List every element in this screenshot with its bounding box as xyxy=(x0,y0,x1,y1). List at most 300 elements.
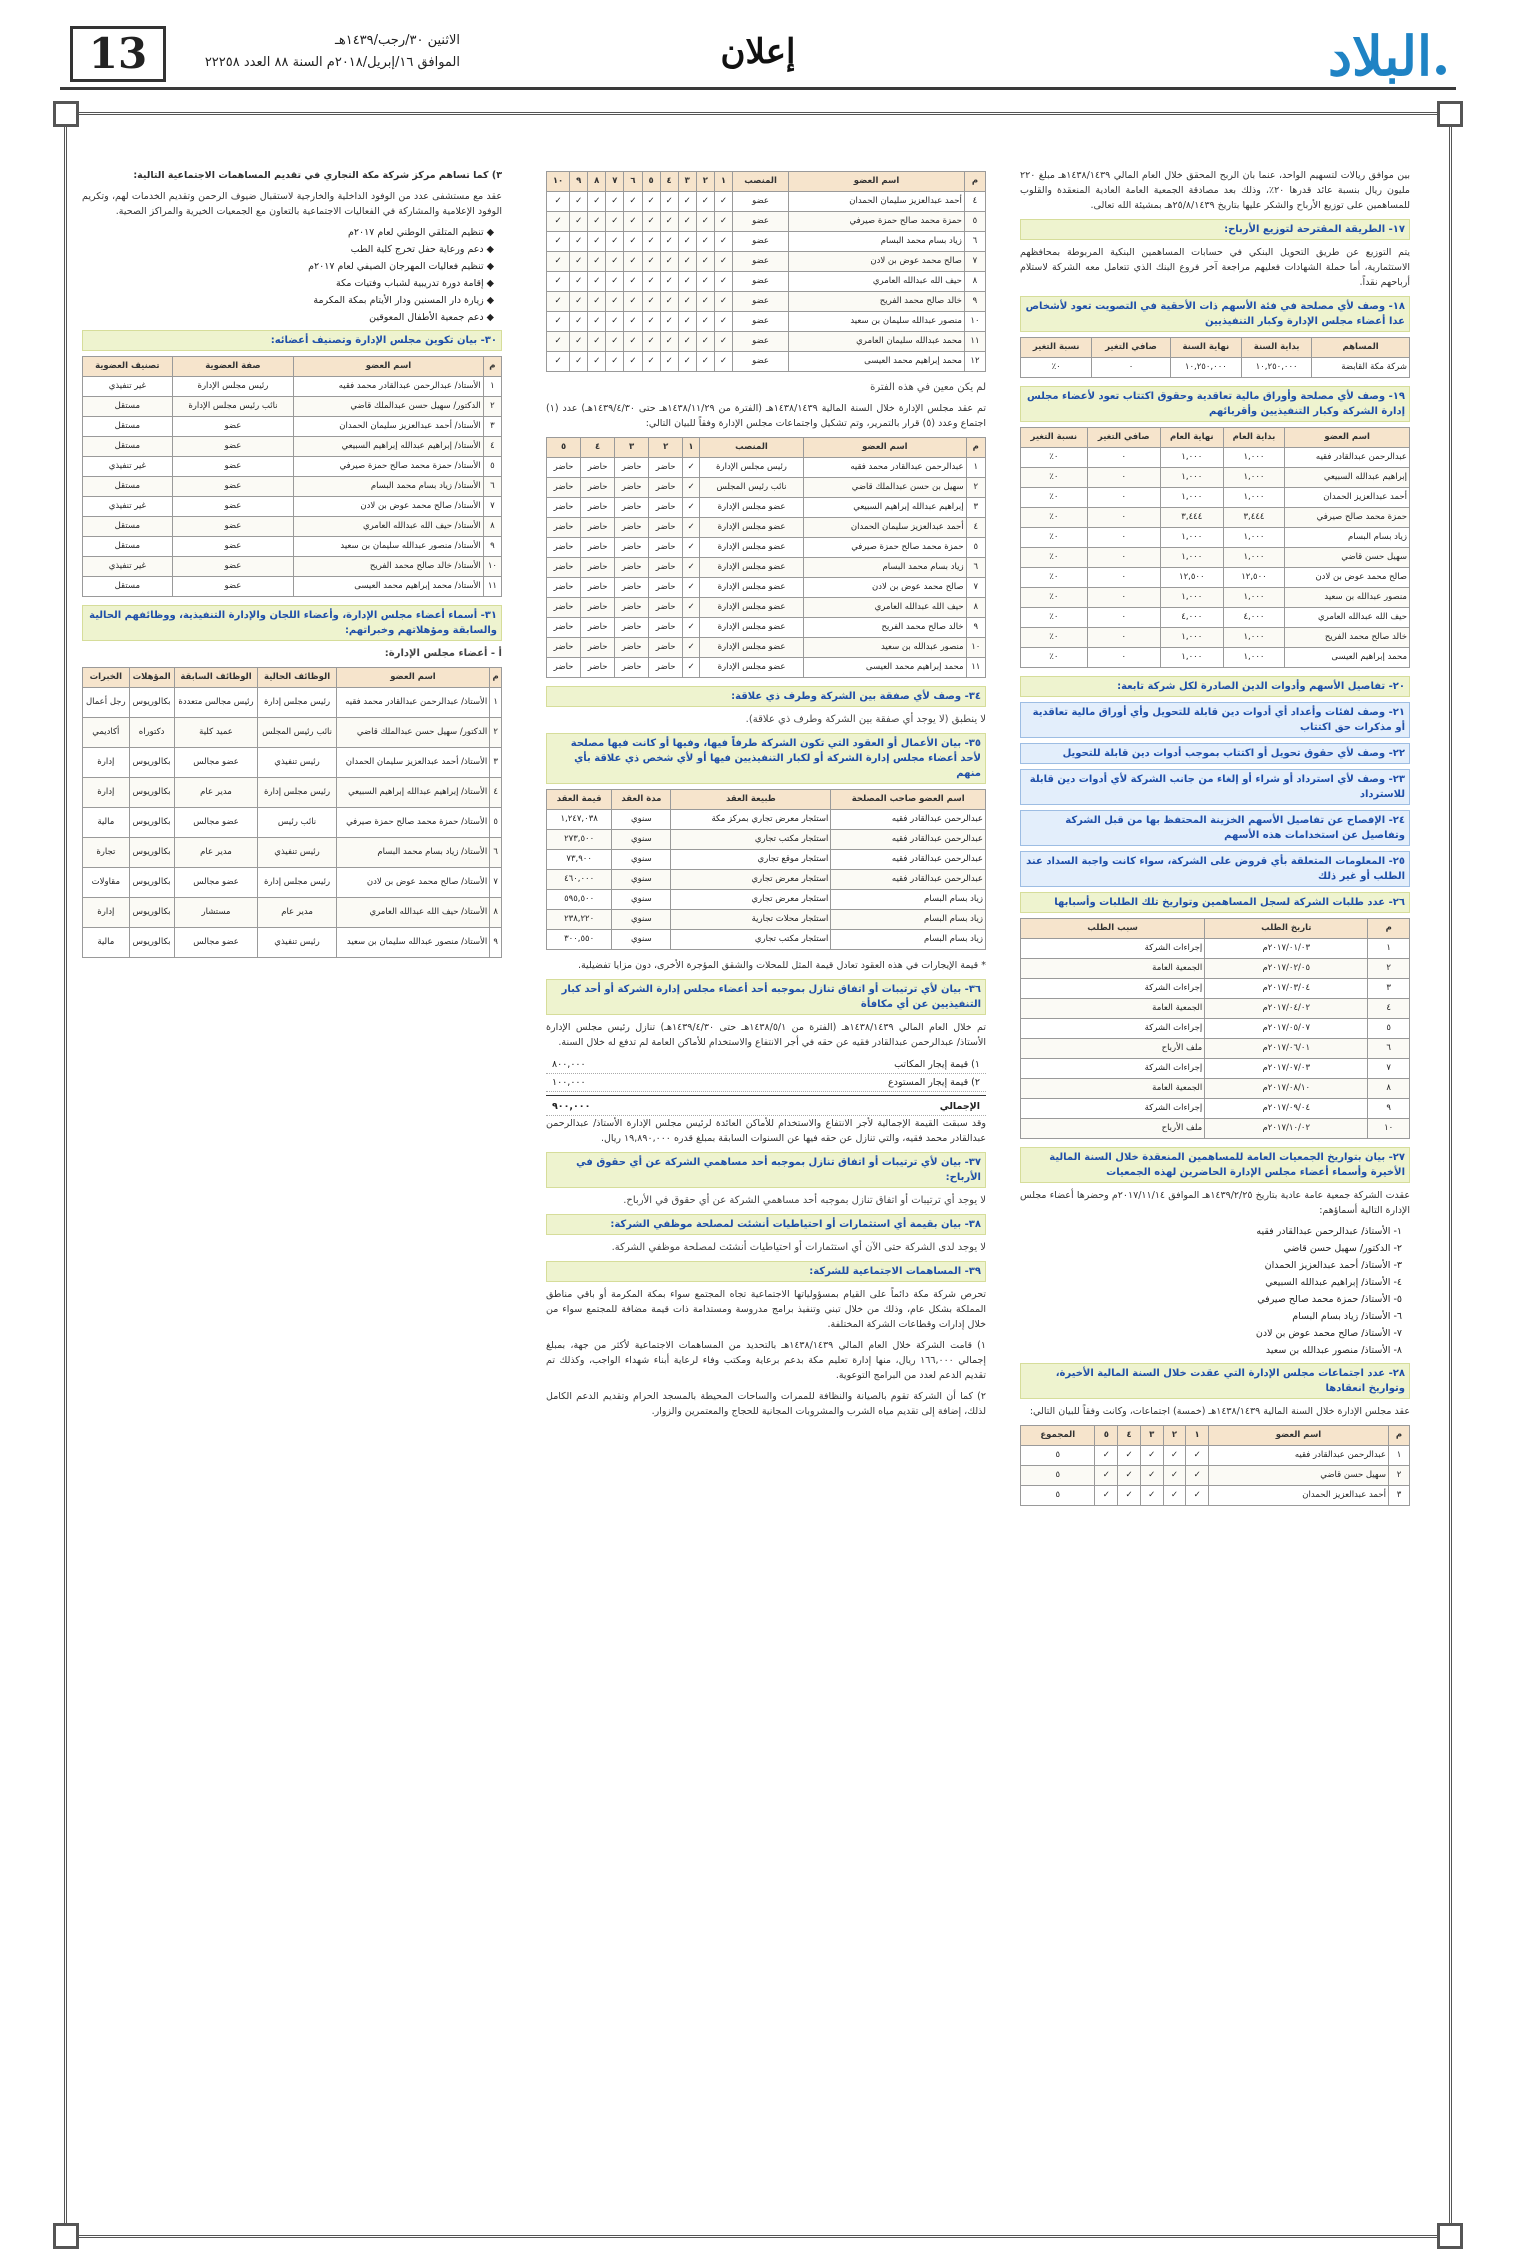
table-cell: ٢ xyxy=(1368,959,1410,979)
table-cell: مستقل xyxy=(83,537,173,557)
column-header: ٤ xyxy=(581,438,615,458)
board-profiles-table xyxy=(82,667,502,958)
table-header-row xyxy=(83,668,502,688)
table-cell: نائب رئيس مجلس الإدارة xyxy=(172,397,294,417)
table-cell: ✓ xyxy=(1095,1466,1118,1486)
board-meetings-table xyxy=(1020,1425,1410,1506)
table-cell: حاضر xyxy=(615,578,649,598)
section-title: إعلان xyxy=(720,32,796,72)
table-cell: حاضر xyxy=(547,458,581,478)
table-cell: سهيل حسن قاضي xyxy=(1209,1466,1389,1486)
table-cell: ١,٠٠٠ xyxy=(1160,528,1223,548)
table-cell: ٤,٠٠٠ xyxy=(1160,608,1223,628)
section-38-heading: ٣٨- بيان بقيمة أي استثمارات أو احتياطيات أنشئت لمصلحة موظفي الشركة: xyxy=(546,1214,986,1235)
table-cell: ✓ xyxy=(678,292,696,312)
table-header-row xyxy=(547,172,986,192)
table-cell: ✓ xyxy=(1163,1466,1186,1486)
table-row xyxy=(1021,999,1410,1019)
table-cell: حاضر xyxy=(581,498,615,518)
table-cell: الأستاذ/ أحمد عبدالعزيز سليمان الحمدان xyxy=(336,748,490,778)
table-cell: استئجار موقع تجاري xyxy=(671,850,831,870)
table-cell: حاضر xyxy=(581,458,615,478)
table-cell: ✓ xyxy=(696,332,714,352)
table-row xyxy=(547,518,986,538)
table-cell: ٨ xyxy=(966,598,985,618)
table-row xyxy=(1021,608,1410,628)
table-cell: ✓ xyxy=(588,312,606,332)
table-cell: ✓ xyxy=(642,272,660,292)
table-row xyxy=(547,890,986,910)
column-header: المؤهلات xyxy=(129,668,174,688)
table-cell: ٠٪ xyxy=(1021,528,1088,548)
table-cell: ١٢,٥٠٠ xyxy=(1223,568,1285,588)
table-cell: ✓ xyxy=(1140,1466,1163,1486)
table-cell: الأستاذ/ منصور عبدالله سليمان بن سعيد xyxy=(294,537,484,557)
table-cell: ✓ xyxy=(606,252,624,272)
table-cell: رئيس تنفيذي xyxy=(258,928,336,958)
table-row xyxy=(1021,959,1410,979)
table-cell: بكالوريوس xyxy=(129,688,174,718)
table-row xyxy=(83,537,502,557)
calculation-total xyxy=(546,1095,986,1116)
table-cell: عضو xyxy=(732,232,788,252)
table-cell: ✓ xyxy=(624,232,642,252)
table-cell: مدير عام xyxy=(174,778,258,808)
table-cell: ٥ xyxy=(1368,1019,1410,1039)
table-cell: ٧ xyxy=(966,578,985,598)
list-item: ٧- الأستاذ/ صالح محمد عوض بن لادن xyxy=(1255,1328,1402,1339)
list-item: ١- الأستاذ/ عبدالرحمن عبدالقادر فقيه xyxy=(1256,1226,1402,1237)
column-header: اسم العضو xyxy=(336,668,490,688)
table-cell: ٠٪ xyxy=(1021,568,1088,588)
section-17-text: يتم التوزيع عن طريق التحويل البنكي في حسابات المساهمين البنكية المربوطة بمحافظهم الاستثمارية، أما حملة الشهادات فعليهم مراجعة آخر فروع البنك الذي تتعامل معه الشركة لاستلام أرباحهم نقداً. xyxy=(1020,247,1410,288)
table-cell: ٣,٤٤٤ xyxy=(1223,508,1285,528)
table-cell: ٨ xyxy=(1368,1079,1410,1099)
table-cell: حاضر xyxy=(581,598,615,618)
table-cell: حاضر xyxy=(649,638,683,658)
table-cell: ✓ xyxy=(547,232,570,252)
column-header: ٥ xyxy=(1095,1426,1118,1446)
table-cell: بكالوريوس xyxy=(129,838,174,868)
table-cell: سهيل بن حسن عبدالملك قاضي xyxy=(804,478,966,498)
table-cell: حاضر xyxy=(581,578,615,598)
table-cell: حاضر xyxy=(547,498,581,518)
attendee-list xyxy=(1020,1224,1410,1358)
table-cell: ✓ xyxy=(547,292,570,312)
table-cell: نائب رئيس المجلس xyxy=(699,478,803,498)
column-header: اسم العضو xyxy=(804,438,966,458)
table-cell: عضو xyxy=(172,477,294,497)
table-cell: ٣٠٠,٥٥٠ xyxy=(547,930,612,950)
table-cell: ٢٠١٧/٠٧/٠٣م xyxy=(1205,1059,1368,1079)
table-header-row xyxy=(547,438,986,458)
table-cell: حاضر xyxy=(615,658,649,678)
table-cell: ✓ xyxy=(696,312,714,332)
table-cell: ٩ xyxy=(490,928,502,958)
table-cell: زياد بسام البسام xyxy=(831,910,986,930)
table-cell: زياد بسام محمد البسام xyxy=(804,558,966,578)
table-cell: ✓ xyxy=(606,312,624,332)
table-row xyxy=(83,748,502,778)
dividend-intro: بين موافق ريالات لتسهيم الواحد، عنما بان الربح المحقق خلال العام المالي ١٤٣٨/١٤٣٩هـ مبلغ ٢٢٠ مليون ريال بنسبة عائد قدرها ٢٠٪، وذلك بعد مصادقة الجمعية العامة العادية المنعقدة والقلوب للمساهمين على توزيع الأرباح والشكر عليها بتاريخ ٢٥/٨/١٤٣٩هـ بمشيئة الله تعالى. xyxy=(1020,170,1410,211)
column-header: صافي التغير xyxy=(1092,338,1170,358)
table-row xyxy=(547,618,986,638)
table-cell: ✓ xyxy=(1186,1446,1209,1466)
column-header: ٨ xyxy=(588,172,606,192)
table-cell: ١٠ xyxy=(966,638,985,658)
list-item: ٢- الدكتور/ سهيل حسن قاضي xyxy=(1283,1243,1402,1254)
table-cell: ✓ xyxy=(660,292,678,312)
table-cell: ٢٠١٧/٠٦/٠١م xyxy=(1205,1039,1368,1059)
table-cell: حيف الله عبدالله العامري xyxy=(1285,608,1410,628)
table-cell: حاضر xyxy=(649,498,683,518)
table-row xyxy=(1021,648,1410,668)
related-contracts-table xyxy=(546,789,986,950)
column-header: ٦ xyxy=(624,172,642,192)
table-cell: حاضر xyxy=(615,558,649,578)
table-row xyxy=(1021,528,1410,548)
table-cell: شركة مكة القابضة xyxy=(1312,358,1410,378)
table-cell: ٠ xyxy=(1087,468,1160,488)
section-34-heading: ٣٤- وصف لأي صفقة بين الشركة وطرف ذي علاقة: xyxy=(546,686,986,707)
table-cell: الأستاذ/ محمد إبراهيم محمد العيسى xyxy=(294,577,484,597)
table-cell: ٢٠١٧/٠٤/٠٢م xyxy=(1205,999,1368,1019)
table-cell: صالح محمد عوض بن لادن xyxy=(789,252,965,272)
table-cell: ٢٣٨,٢٢٠ xyxy=(547,910,612,930)
table-cell: ✓ xyxy=(696,272,714,292)
table-cell: ١,٠٠٠ xyxy=(1223,488,1285,508)
table-cell: ✓ xyxy=(606,352,624,372)
table-cell: ✓ xyxy=(1118,1486,1141,1506)
table-cell: ✓ xyxy=(606,292,624,312)
table-cell: ✓ xyxy=(588,292,606,312)
table-row xyxy=(1021,548,1410,568)
table-cell: إجراءات الشركة xyxy=(1021,1059,1205,1079)
table-cell: رئيس مجلس إدارة xyxy=(258,778,336,808)
table-cell: ✓ xyxy=(1186,1486,1209,1506)
table-cell: عبدالرحمن عبدالقادر فقيه xyxy=(831,850,986,870)
table-cell: حاضر xyxy=(615,498,649,518)
table-cell: ٥٩٥,٥٠٠ xyxy=(547,890,612,910)
middle-column xyxy=(546,168,986,2212)
table-cell: ٠٪ xyxy=(1021,448,1088,468)
table-cell: حاضر xyxy=(649,598,683,618)
table-cell: عضو xyxy=(732,252,788,272)
table-cell: ١,٠٠٠ xyxy=(1223,548,1285,568)
table-cell: حيف الله عبدالله العامري xyxy=(789,272,965,292)
table-cell: ١,٠٠٠ xyxy=(1160,468,1223,488)
calculation-value: ٨٠٠,٠٠٠ xyxy=(552,1059,586,1070)
table-row xyxy=(547,598,986,618)
table-row xyxy=(83,477,502,497)
table-cell: الأستاذ/ منصور عبدالله سليمان بن سعيد xyxy=(336,928,490,958)
table-cell: ✓ xyxy=(1118,1466,1141,1486)
table-cell: حاضر xyxy=(615,598,649,618)
column-header: المجموع xyxy=(1021,1426,1095,1446)
table-cell: صالح محمد عوض بن لادن xyxy=(1285,568,1410,588)
table-cell: ٩ xyxy=(966,618,985,638)
table-cell: ✓ xyxy=(588,252,606,272)
column-header: المنصب xyxy=(732,172,788,192)
table-cell: ✓ xyxy=(683,578,700,598)
table-cell: ١,٠٠٠ xyxy=(1223,528,1285,548)
table-cell: ✓ xyxy=(683,598,700,618)
table-cell: ✓ xyxy=(660,332,678,352)
table-cell: حاضر xyxy=(615,478,649,498)
table-cell: ✓ xyxy=(714,232,732,252)
table-cell: ✓ xyxy=(547,312,570,332)
table-row xyxy=(1021,468,1410,488)
table-cell: بكالوريوس xyxy=(129,898,174,928)
column-header: تصنيف العضوية xyxy=(83,357,173,377)
list-item: ◆ دعم ورعاية حفل تخرج كلية الطب xyxy=(350,244,494,255)
column-header: صفة العضوية xyxy=(172,357,294,377)
table-row xyxy=(547,292,986,312)
table-cell: سنوي xyxy=(612,870,671,890)
table-cell: ٠٪ xyxy=(1021,588,1088,608)
table-cell: بكالوريوس xyxy=(129,868,174,898)
table-cell: ✓ xyxy=(624,352,642,372)
table-cell: ✓ xyxy=(660,232,678,252)
table-note: لم يكن معين في هذه الفترة xyxy=(870,382,986,393)
table-cell: ٥ xyxy=(966,538,985,558)
table-cell: سنوي xyxy=(612,850,671,870)
table-row xyxy=(547,232,986,252)
table-cell: ٨ xyxy=(490,898,502,928)
table-cell: الأستاذ/ عبدالرحمن عبدالقادر محمد فقيه xyxy=(336,688,490,718)
table-cell: ٠٪ xyxy=(1021,508,1088,528)
masthead xyxy=(60,20,1456,90)
table-cell: حاضر xyxy=(547,578,581,598)
table-cell: ٢٠١٧/٠١/٠٣م xyxy=(1205,939,1368,959)
column-header: ١ xyxy=(1186,1426,1209,1446)
table-cell: ١,٠٠٠ xyxy=(1223,588,1285,608)
table-cell: أكاديمي xyxy=(83,718,130,748)
table-cell: عضو مجلس الإدارة xyxy=(699,498,803,518)
table-cell: رئيس تنفيذي xyxy=(258,748,336,778)
section-37-heading: ٣٧- بيان لأي ترتيبات أو اتفاق تنازل بموجبه أحد مساهمي الشركة عن أي حقوق في الأرباح: xyxy=(546,1152,986,1188)
table-cell: مالية xyxy=(83,928,130,958)
left-column xyxy=(82,168,502,2212)
table-row xyxy=(83,778,502,808)
table-cell: خالد صالح محمد الفريح xyxy=(804,618,966,638)
newspaper-logo[interactable] xyxy=(1328,24,1446,88)
table-cell: رئيس مجلس إدارة xyxy=(258,688,336,718)
social-intro-text: عقد مع مستشفى عدد من الوفود الداخلية والخارجية لاستقبال ضيوف الرحمن وتقديم الخدمات لهم، وتكريم الوفود الإعلامية والمشاركة في الفعاليات الاجتماعية بالتعاون مع الجمعيات الخيرية والمراكز الصحية. xyxy=(82,191,502,217)
table-cell: ✓ xyxy=(660,272,678,292)
table-cell: ٨ xyxy=(483,517,501,537)
table-row xyxy=(83,688,502,718)
table-cell: حاضر xyxy=(547,658,581,678)
table-cell: بكالوريوس xyxy=(129,778,174,808)
table-cell: صالح محمد عوض بن لادن xyxy=(804,578,966,598)
table-cell: عضو xyxy=(732,312,788,332)
table-cell: ٤ xyxy=(483,437,501,457)
table-cell: ٤ xyxy=(964,192,985,212)
table-cell: ✓ xyxy=(570,272,588,292)
table-cell: حاضر xyxy=(649,558,683,578)
table-cell: حاضر xyxy=(649,478,683,498)
table-cell: ٠٪ xyxy=(1021,628,1088,648)
table-cell: ٢٠١٧/٠٢/٠٥م xyxy=(1205,959,1368,979)
table-cell: ✓ xyxy=(678,212,696,232)
table-row xyxy=(83,718,502,748)
table-cell: عضو xyxy=(172,437,294,457)
table-cell: غير تنفيذي xyxy=(83,497,173,517)
table-cell: ٧٣,٩٠٠ xyxy=(547,850,612,870)
table-cell: ✓ xyxy=(683,538,700,558)
table-cell: ✓ xyxy=(678,252,696,272)
table-row xyxy=(547,578,986,598)
table-cell: مقاولات xyxy=(83,868,130,898)
table-cell: ١١ xyxy=(483,577,501,597)
table-cell: عبدالرحمن عبدالقادر فقيه xyxy=(1209,1446,1389,1466)
table-row xyxy=(83,838,502,868)
table-cell: إجراءات الشركة xyxy=(1021,1019,1205,1039)
table-cell: ✓ xyxy=(642,192,660,212)
table-row xyxy=(83,808,502,838)
list-item: ٨- الأستاذ/ منصور عبدالله بن سعيد xyxy=(1265,1345,1402,1356)
waiver-text: وقد سبقت القيمة الإجمالية لأجر الانتفاع والاستخدام للأماكن العائدة لرئيس مجلس الإدارة الأستاذ/ عبدالرحمن عبدالقادر محمد فقيه، والتي تنازل عن حقه فيها عن السنوات السابقة بمبلغ قدره ١٩,٨٩٠,٠٠٠ ريال. xyxy=(546,1118,986,1144)
table-cell: ✓ xyxy=(714,352,732,372)
table-cell: حاضر xyxy=(547,618,581,638)
section-19-heading: ١٩- وصف لأي مصلحة وأوراق مالية تعاقدية وحقوق اكتتاب تعود لأعضاء مجلس إدارة الشركة وكبار التنفيذيين وأقربائهم xyxy=(1020,386,1410,422)
issue-date-gregorian: الموافق ١٦/إبريل/٢٠١٨م السنة ٨٨ العدد ٢٢٢٥٨ xyxy=(204,55,460,70)
table-cell: عضو xyxy=(732,192,788,212)
table-cell: أحمد عبدالعزيز سليمان الحمدان xyxy=(789,192,965,212)
table-row xyxy=(547,252,986,272)
table-cell: عضو مجلس الإدارة xyxy=(699,658,803,678)
section-39-text: تحرص شركة مكة دائماً على القيام بمسؤولياتها الاجتماعية تجاه المجتمع سواء بمكة المكرمة أو باقي مناطق المملكة بشكل عام، وذلك من خلال تبني وتنفيذ برامج مدروسة ومستدامة ذات قيمة مضافة للمجتمع سواء من خلال إدارات وقطاعات الشركة المختلفة. xyxy=(546,1289,986,1330)
table-cell: رئيس تنفيذي xyxy=(258,838,336,868)
table-cell: ✓ xyxy=(642,352,660,372)
table-header-row xyxy=(1021,919,1410,939)
table-cell: محمد إبراهيم العيسى xyxy=(1285,648,1410,668)
table-cell: عبدالرحمن عبدالقادر فقيه xyxy=(831,810,986,830)
table-cell: مستقل xyxy=(83,577,173,597)
table-cell: ✓ xyxy=(624,312,642,332)
table-cell: حاضر xyxy=(615,538,649,558)
waiver-calculation xyxy=(546,1056,986,1116)
table-cell: ١,٠٠٠ xyxy=(1160,448,1223,468)
table-cell: ✓ xyxy=(714,312,732,332)
table-row xyxy=(83,928,502,958)
section-26-heading: ٢٦- عدد طلبات الشركة لسجل المساهمين وتواريخ تلك الطلبات وأسبابها xyxy=(1020,892,1410,913)
list-item: ◆ زيارة دار المسنين ودار الأيتام بمكة المكرمة xyxy=(313,295,494,306)
column-header: ٩ xyxy=(570,172,588,192)
table-cell: حاضر xyxy=(547,598,581,618)
section-25-heading: ٢٥- المعلومات المتعلقة بأي قروض على الشركة، سواء كانت واجبة السداد عند الطلب أو غير ذلك xyxy=(1020,851,1410,887)
table-cell: الأستاذ/ حيف الله عبدالله العامري xyxy=(294,517,484,537)
issue-date-hijri: الاثنين ٣٠/رجب/١٤٣٩هـ xyxy=(335,33,460,48)
table-cell: ١,٠٠٠ xyxy=(1160,588,1223,608)
table-cell: الأستاذ/ صالح محمد عوض بن لادن xyxy=(336,868,490,898)
table-cell: حمزة محمد صالح صيرفي xyxy=(1285,508,1410,528)
table-cell: ٥ xyxy=(1021,1466,1095,1486)
calculation-label: الإجمالي xyxy=(939,1101,980,1112)
list-item: ◆ إقامة دورة تدريبية لشباب وفتيات مكة xyxy=(336,278,494,289)
table-cell: ٣ xyxy=(966,498,985,518)
table-cell: عضو xyxy=(732,272,788,292)
table-row xyxy=(547,312,986,332)
table-row xyxy=(547,930,986,950)
table-cell: ✓ xyxy=(683,478,700,498)
table-cell: استئجار مكتب تجاري xyxy=(671,930,831,950)
list-item: ◆ تنظيم المتلقي الوطني لعام ٢٠١٧م xyxy=(347,227,494,238)
column-header: بداية العام xyxy=(1223,428,1285,448)
table-cell: استئجار معرض تجاري بمركز مكة xyxy=(671,810,831,830)
social-bullet-list xyxy=(82,225,502,325)
table-row xyxy=(1021,1019,1410,1039)
section-30-heading: ٣٠- بيان تكوين مجلس الإدارة وتصنيف أعضائه: xyxy=(82,330,502,351)
table-cell: ١,٠٠٠ xyxy=(1223,648,1285,668)
table-cell: ١,٠٠٠ xyxy=(1160,488,1223,508)
table-cell: ملف الأرباح xyxy=(1021,1119,1205,1139)
table-cell: ٤ xyxy=(490,778,502,808)
table-cell: ٠٪ xyxy=(1021,608,1088,628)
table-cell: ٦ xyxy=(1368,1039,1410,1059)
table-cell: ١,٠٠٠ xyxy=(1160,548,1223,568)
table-row xyxy=(547,830,986,850)
table-cell: ✓ xyxy=(624,292,642,312)
section-28-heading: ٢٨- عدد اجتماعات مجلس الإدارة التي عقدت خلال السنة المالية الأخيرة، وتواريخ انعقادها xyxy=(1020,1363,1410,1399)
table-cell: ١١ xyxy=(964,332,985,352)
table-cell: ١,٢٤٧,٠٣٨ xyxy=(547,810,612,830)
table-cell: الجمعية العامة xyxy=(1021,999,1205,1019)
column-header: صافي التغير xyxy=(1087,428,1160,448)
column-header: ٤ xyxy=(660,172,678,192)
table-cell: حاضر xyxy=(581,618,615,638)
list-item: ٥- الأستاذ/ حمزة محمد صالح صيرفي xyxy=(1257,1294,1402,1305)
table-cell: غير تنفيذي xyxy=(83,557,173,577)
table-cell: ٣ xyxy=(1368,979,1410,999)
column-header: نهاية السنة xyxy=(1170,338,1241,358)
table-cell: زياد بسام البسام xyxy=(831,890,986,910)
board-interest-table xyxy=(1020,427,1410,668)
table-cell: ✓ xyxy=(714,332,732,352)
table-cell: زياد بسام محمد البسام xyxy=(789,232,965,252)
table-row xyxy=(547,192,986,212)
list-item: ◆ دعم جمعية الأطفال المعوقين xyxy=(369,312,494,323)
table-cell: ✓ xyxy=(642,212,660,232)
table-cell: ✓ xyxy=(696,212,714,232)
column-header: المساهم xyxy=(1312,338,1410,358)
table-cell: ✓ xyxy=(588,212,606,232)
table-cell: ✓ xyxy=(1140,1446,1163,1466)
column-header: م xyxy=(966,438,985,458)
table-cell: ٥ xyxy=(483,457,501,477)
table-cell: ٧ xyxy=(1368,1059,1410,1079)
table-cell: ✓ xyxy=(1163,1446,1186,1466)
table-cell: ٧ xyxy=(483,497,501,517)
calculation-label: ٢) قيمة إيجار المستودع xyxy=(888,1077,980,1088)
table-cell: ١٢ xyxy=(964,352,985,372)
table-cell: عميد كلية xyxy=(174,718,258,748)
table-cell: استئجار مكتب تجاري xyxy=(671,830,831,850)
table-cell: ✓ xyxy=(624,332,642,352)
table-cell: ✓ xyxy=(696,192,714,212)
column-header: ٤ xyxy=(1118,1426,1141,1446)
table-cell: عضو مجلس الإدارة xyxy=(699,598,803,618)
committee-attendance-table xyxy=(546,171,986,372)
table-cell: ✓ xyxy=(660,352,678,372)
column-header: ٧ xyxy=(606,172,624,192)
table-row xyxy=(83,377,502,397)
table-cell: ✓ xyxy=(547,212,570,232)
table-cell: ✓ xyxy=(1095,1446,1118,1466)
table-cell: غير تنفيذي xyxy=(83,377,173,397)
register-requests-table xyxy=(1020,918,1410,1139)
